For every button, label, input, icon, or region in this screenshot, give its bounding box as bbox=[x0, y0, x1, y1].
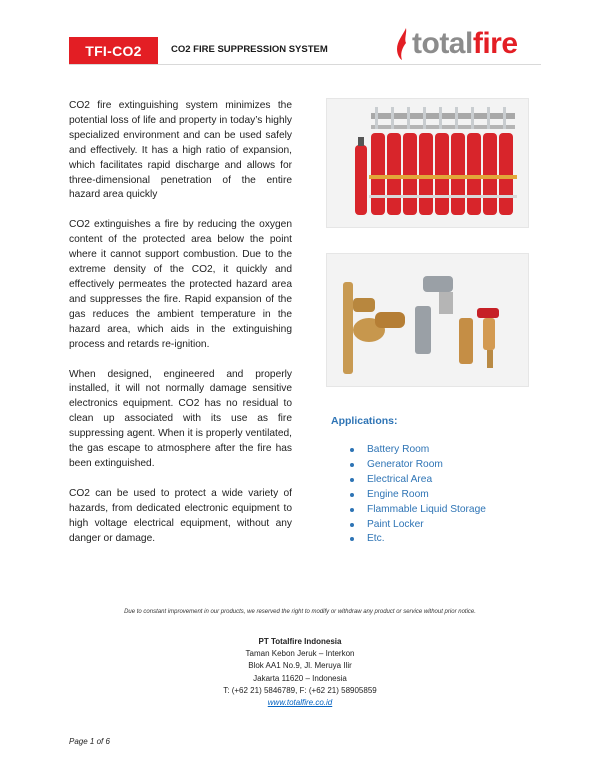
address-line-3: Jakarta 11620 – Indonesia bbox=[253, 673, 347, 683]
list-item: Paint Locker bbox=[350, 518, 541, 533]
address-line-2: Blok AA1 No.9, Jl. Meruya Ilir bbox=[248, 661, 352, 671]
page-number: Page 1 of 6 bbox=[69, 737, 110, 746]
disclaimer: Due to constant improvement in our products, we reserved the right to modify or withdraw any product or service without prior notice. bbox=[124, 609, 476, 615]
list-item: Engine Room bbox=[350, 488, 541, 503]
applications-section bbox=[331, 415, 541, 547]
co2-cylinder-bank-photo bbox=[326, 98, 529, 228]
company-logo bbox=[394, 24, 544, 64]
paragraph-1: CO2 fire extinguishing system minimizes the potential loss of life and property in today’s highly specialized environment and can be used safely and effectively. It has a high ratio of expansion, which facilitates rapid discharge and allows for three-dimensional penetration of the entire hazard area quickly bbox=[69, 100, 292, 201]
list-item: Flammable Liquid Storage bbox=[350, 503, 541, 518]
phone-fax: T: (+62 21) 5846789, F: (+62 21) 58905859 bbox=[223, 685, 377, 695]
list-item: Generator Room bbox=[350, 458, 541, 473]
list-item: Battery Room bbox=[350, 443, 541, 458]
logo-text-fire: fire bbox=[472, 27, 518, 60]
paragraph-4: CO2 can be used to protect a wide variety of hazards, from dedicated electronic equipment to high voltage electrical equipment, without any danger or damage. bbox=[69, 487, 292, 544]
paragraph-2: CO2 extinguishes a fire by reducing the oxygen content of the protected area below the point where it cannot support combustion. Due to the extreme density of the CO2, it quickly and effectively permeates the protected hazard area and suppresses the fire. Rapid expansion of the gas reduces the ambient temperature in the hazard area, which aids in the extinguishing process and retards re-ignition. bbox=[69, 219, 292, 350]
list-item: Etc. bbox=[350, 532, 541, 547]
company-footer bbox=[0, 636, 600, 709]
website-link[interactable]: www.totalfire.co.id bbox=[267, 698, 333, 708]
product-code-tag: TFI-CO2 bbox=[69, 37, 158, 65]
applications-title: Applications: bbox=[331, 415, 398, 427]
list-item: Electrical Area bbox=[350, 473, 541, 488]
company-name: PT Totalfire Indonesia bbox=[258, 637, 342, 646]
valve-components-photo bbox=[326, 253, 529, 387]
body-text bbox=[69, 99, 292, 561]
header-divider bbox=[69, 64, 541, 65]
paragraph-3: When designed, engineered and properly installed, it will not normally damage sensitive electronics equipment. CO2 has no residual to clean up associated with its use as fire suppressing agent. When it is properly ventilated, the gas escape to atmosphere after the fire has been extinguished. bbox=[69, 368, 292, 469]
address-line-1: Taman Kebon Jeruk – Interkon bbox=[245, 649, 355, 659]
document-title: CO2 FIRE SUPPRESSION SYSTEM bbox=[171, 44, 328, 55]
logo-text-total: total bbox=[412, 27, 473, 60]
applications-list bbox=[331, 443, 541, 547]
flame-icon bbox=[394, 27, 410, 61]
